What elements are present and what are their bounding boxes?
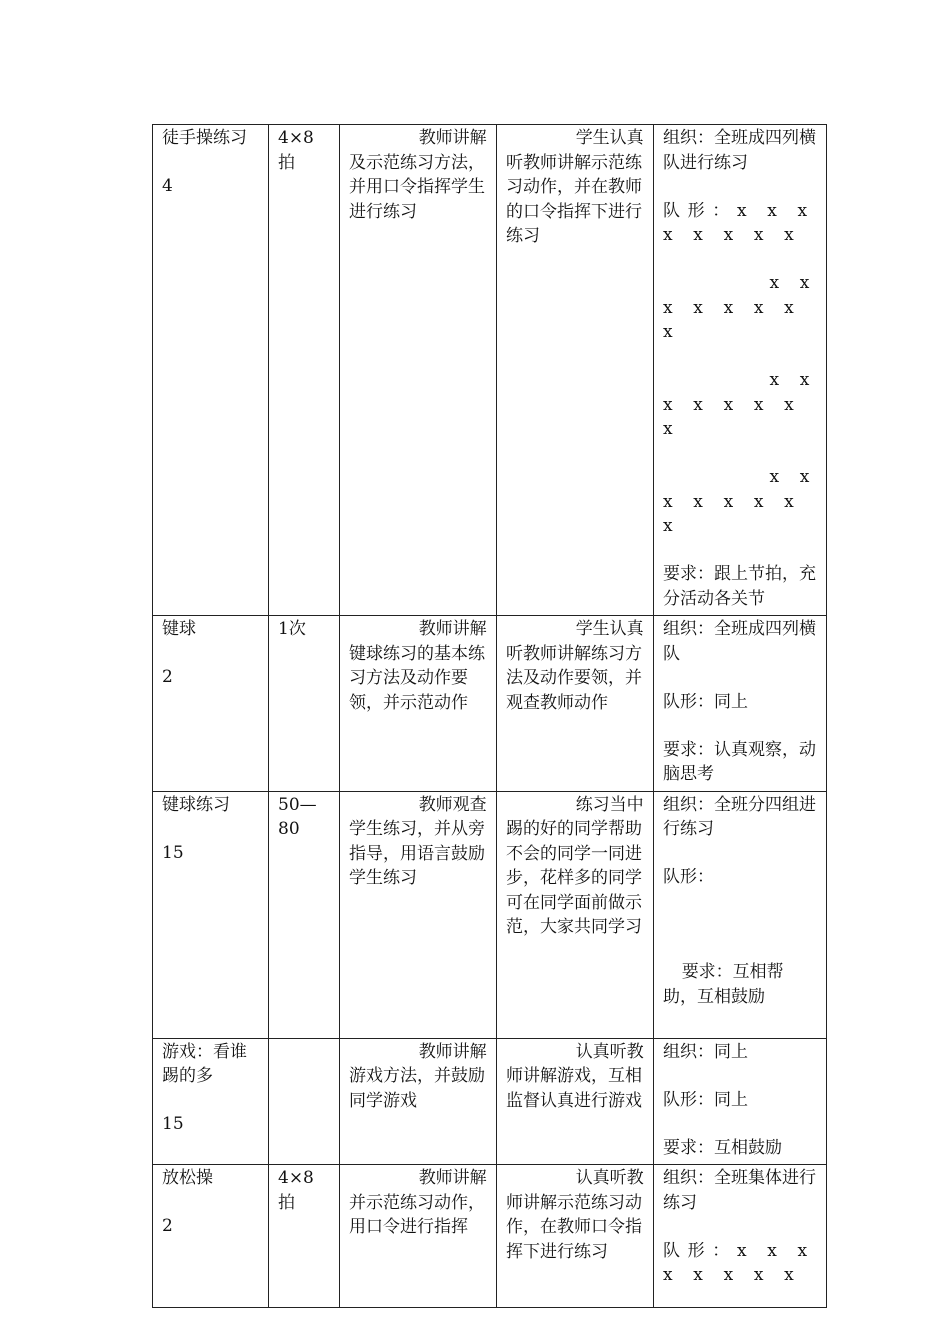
- teacher-cell: 教师讲解游戏方法，并鼓励同学游戏: [340, 1038, 497, 1165]
- formation-line: x x x x x x: [663, 394, 802, 439]
- formation-line: x x: [769, 273, 817, 293]
- amount-cell: [269, 1038, 340, 1165]
- student-cell: 学生认真听教师讲解示范练习动作，并在教师的口令指挥下进行练习: [497, 125, 654, 616]
- formation-text: 队形：: [663, 867, 714, 887]
- content-minutes: 4: [162, 176, 173, 196]
- content-cell: [153, 1038, 269, 1165]
- amount-cell: 4×8拍: [269, 1165, 340, 1308]
- organization-cell: [654, 125, 827, 616]
- content-minutes: 15: [162, 842, 184, 863]
- organization-cell: [654, 1038, 827, 1165]
- content-minutes: 15: [162, 1114, 184, 1134]
- formation-text: 队形：x x x x x x x x: [663, 1240, 815, 1285]
- amount-cell: 1次: [269, 616, 340, 792]
- requirement-text: 要求：认真观察，动脑思考: [663, 739, 816, 784]
- content-cell: [153, 791, 269, 1038]
- content-cell: [153, 125, 269, 616]
- formation-line: x x x x x x: [663, 297, 802, 342]
- table-row: [153, 1165, 827, 1308]
- content-name: 键球: [162, 619, 196, 639]
- student-cell: 认真听教师讲解游戏，互相监督认真进行游戏: [497, 1038, 654, 1165]
- lesson-table: [152, 124, 827, 1308]
- organization-text: 组织：全班成四列横队: [663, 619, 816, 664]
- amount-cell: 4×8拍: [269, 125, 340, 616]
- requirement-text: 要求：跟上节拍，充分活动各关节: [663, 564, 816, 609]
- content-cell: [153, 1165, 269, 1308]
- table-row: [153, 125, 827, 616]
- content-cell: [153, 616, 269, 792]
- table-row: [153, 1038, 827, 1165]
- amount-cell: 50—80: [269, 791, 340, 1038]
- organization-text: 组织：全班成四列横队进行练习: [663, 128, 816, 173]
- student-cell: 认真听教师讲解示范练习动作，在教师口令指挥下进行练习: [497, 1165, 654, 1308]
- organization-text: 组织：全班分四组进行练习: [663, 794, 816, 839]
- organization-cell: [654, 616, 827, 792]
- teacher-cell: 教师讲解并示范练习动作，用口令进行指挥: [340, 1165, 497, 1308]
- requirement-text: 要求：互相鼓励: [663, 1137, 782, 1158]
- requirement-text: 要求：互相帮助，互相鼓励: [663, 962, 784, 1007]
- teacher-cell: 教师讲解及示范练习方法，并用口令指挥学生进行练习: [340, 125, 497, 616]
- table-row: [153, 616, 827, 792]
- content-name: 放松操: [162, 1168, 213, 1188]
- content-minutes: 2: [162, 667, 173, 687]
- formation-line: x x: [769, 467, 817, 487]
- formation-text: 队形：同上: [663, 1089, 748, 1110]
- organization-text: 组织：全班集体进行练习: [663, 1168, 816, 1213]
- student-cell: 学生认真听教师讲解练习方法及动作要领，并观查教师动作: [497, 616, 654, 792]
- formation-line: x x x x x x: [663, 491, 802, 536]
- student-cell: 练习当中踢的好的同学帮助不会的同学一同进步，花样多的同学可在同学面前做示范，大家共同学习: [497, 791, 654, 1038]
- formation-text: 队形：同上: [663, 691, 748, 712]
- teacher-cell: 教师讲解键球练习的基本练习方法及动作要领，并示范动作: [340, 616, 497, 792]
- teacher-cell: 教师观查学生练习，并从旁指导，用语言鼓励学生练习: [340, 791, 497, 1038]
- organization-cell: [654, 1165, 827, 1308]
- formation-line: x x: [769, 370, 817, 390]
- content-name: 键球练习: [162, 794, 230, 815]
- organization-cell: [654, 791, 827, 1038]
- organization-text: 组织：同上: [663, 1041, 748, 1062]
- formation-text: 队形：x x x x x x x x: [663, 200, 815, 245]
- content-name: 徒手操练习: [162, 128, 247, 148]
- content-minutes: 2: [162, 1216, 173, 1236]
- table-row: [153, 791, 827, 1038]
- content-name: 游戏：看谁踢的多: [162, 1041, 247, 1086]
